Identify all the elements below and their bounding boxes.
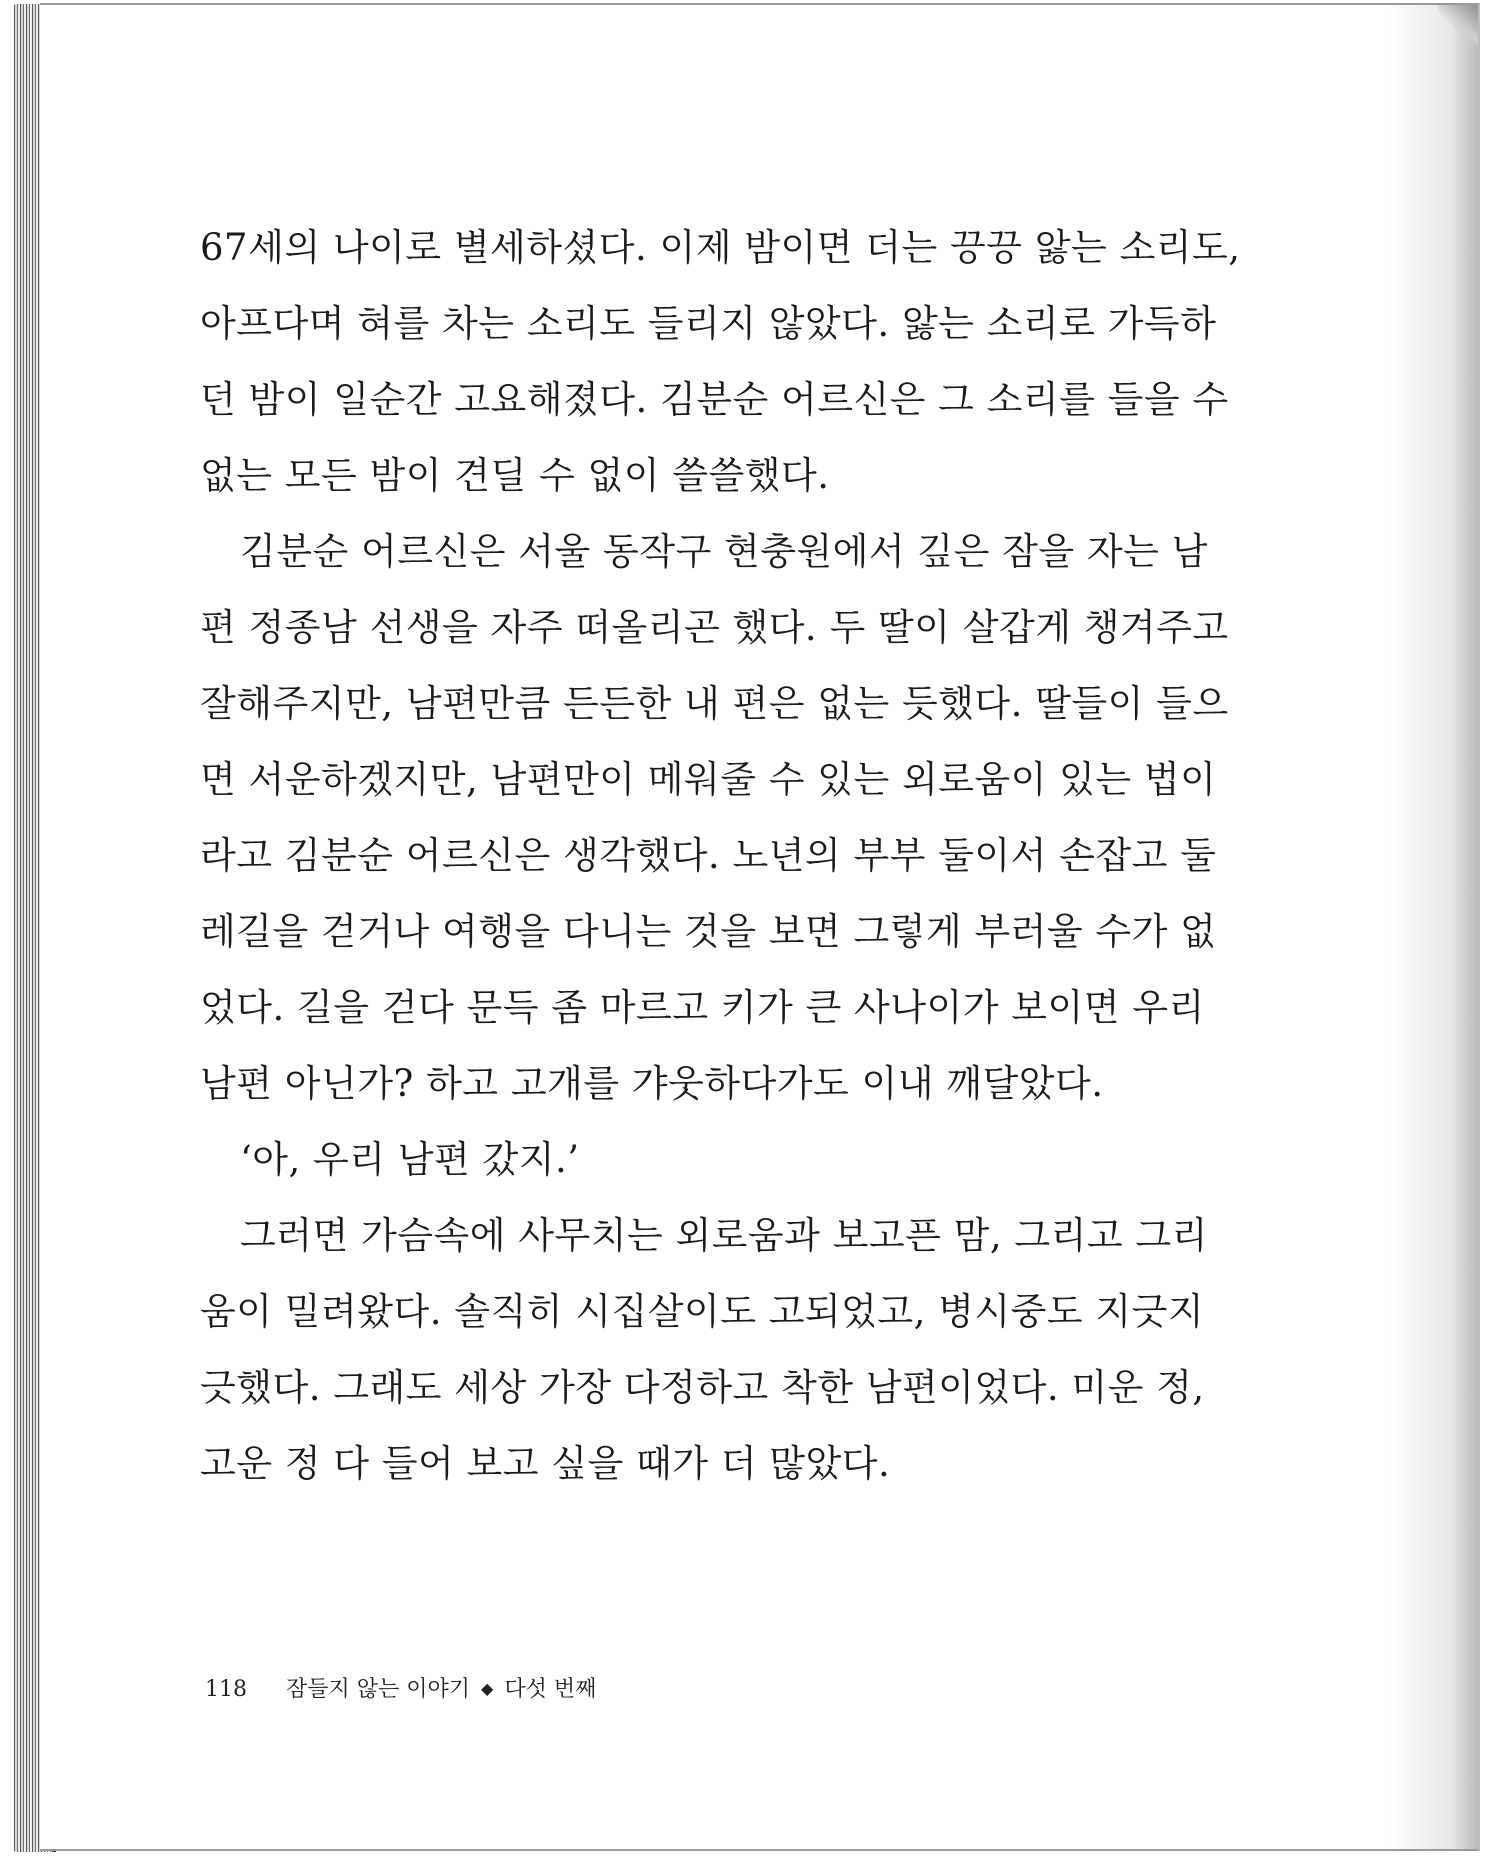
text-line: 남편 아닌가? 하고 고개를 갸웃하다가도 이내 깨달았다. — [200, 1062, 1104, 1105]
text-line: 고운 정 다 들어 보고 싶을 때가 더 많았다. — [200, 1442, 891, 1485]
text-line: 면 서운하겠지만, 남편만이 메워줄 수 있는 외로움이 있는 법이 — [200, 758, 1217, 801]
text-line: 67세의 나이로 별세하셨다. 이제 밤이면 더는 끙끙 앓는 소리도, — [200, 226, 1241, 269]
text-line: 긋했다. 그래도 세상 가장 다정하고 착한 남편이었다. 미운 정, — [200, 1366, 1205, 1409]
text-line: 라고 김분순 어르신은 생각했다. 노년의 부부 둘이서 손잡고 둘 — [200, 834, 1217, 877]
text-line: 그러면 가슴속에 사무치는 외로움과 보고픈 맘, 그리고 그리 — [240, 1214, 1208, 1257]
body-text — [200, 210, 1241, 1502]
page-footer — [205, 1672, 596, 1703]
diamond-bullet-icon: ◆ — [481, 1679, 494, 1698]
text-line: 아프다며 혀를 차는 소리도 들리지 않았다. 앓는 소리로 가득하 — [200, 302, 1217, 345]
text-line: 었다. 길을 걷다 문득 좀 마르고 키가 큰 사나이가 보이면 우리 — [200, 986, 1205, 1029]
page-shade — [1388, 5, 1478, 1849]
corner-curl — [1438, 5, 1478, 45]
text-line: ‘아, 우리 남편 갔지.’ — [240, 1138, 580, 1181]
page-number: 118 — [205, 1677, 247, 1702]
text-line: 움이 밀려왔다. 솔직히 시집살이도 고되었고, 병시중도 지긋지 — [200, 1290, 1205, 1333]
text-line: 없는 모든 밤이 견딜 수 없이 쓸쓸했다. — [200, 454, 830, 497]
text-line: 김분순 어르신은 서울 동작구 현충원에서 깊은 잠을 자는 남 — [240, 530, 1208, 573]
chapter-label: 다섯 번째 — [504, 1677, 597, 1702]
text-line: 레길을 걷거나 여행을 다니는 것을 보면 그렇게 부러울 수가 없 — [200, 910, 1217, 953]
text-line: 잘해주지만, 남편만큼 든든한 내 편은 없는 듯했다. 딸들이 들으 — [200, 682, 1229, 725]
book-title: 잠들지 않는 이야기 — [286, 1677, 471, 1702]
text-line: 던 밤이 일순간 고요해졌다. 김분순 어르신은 그 소리를 들을 수 — [200, 378, 1229, 421]
text-line: 편 정종남 선생을 자주 떠올리곤 했다. 두 딸이 살갑게 챙겨주고 — [200, 606, 1229, 649]
